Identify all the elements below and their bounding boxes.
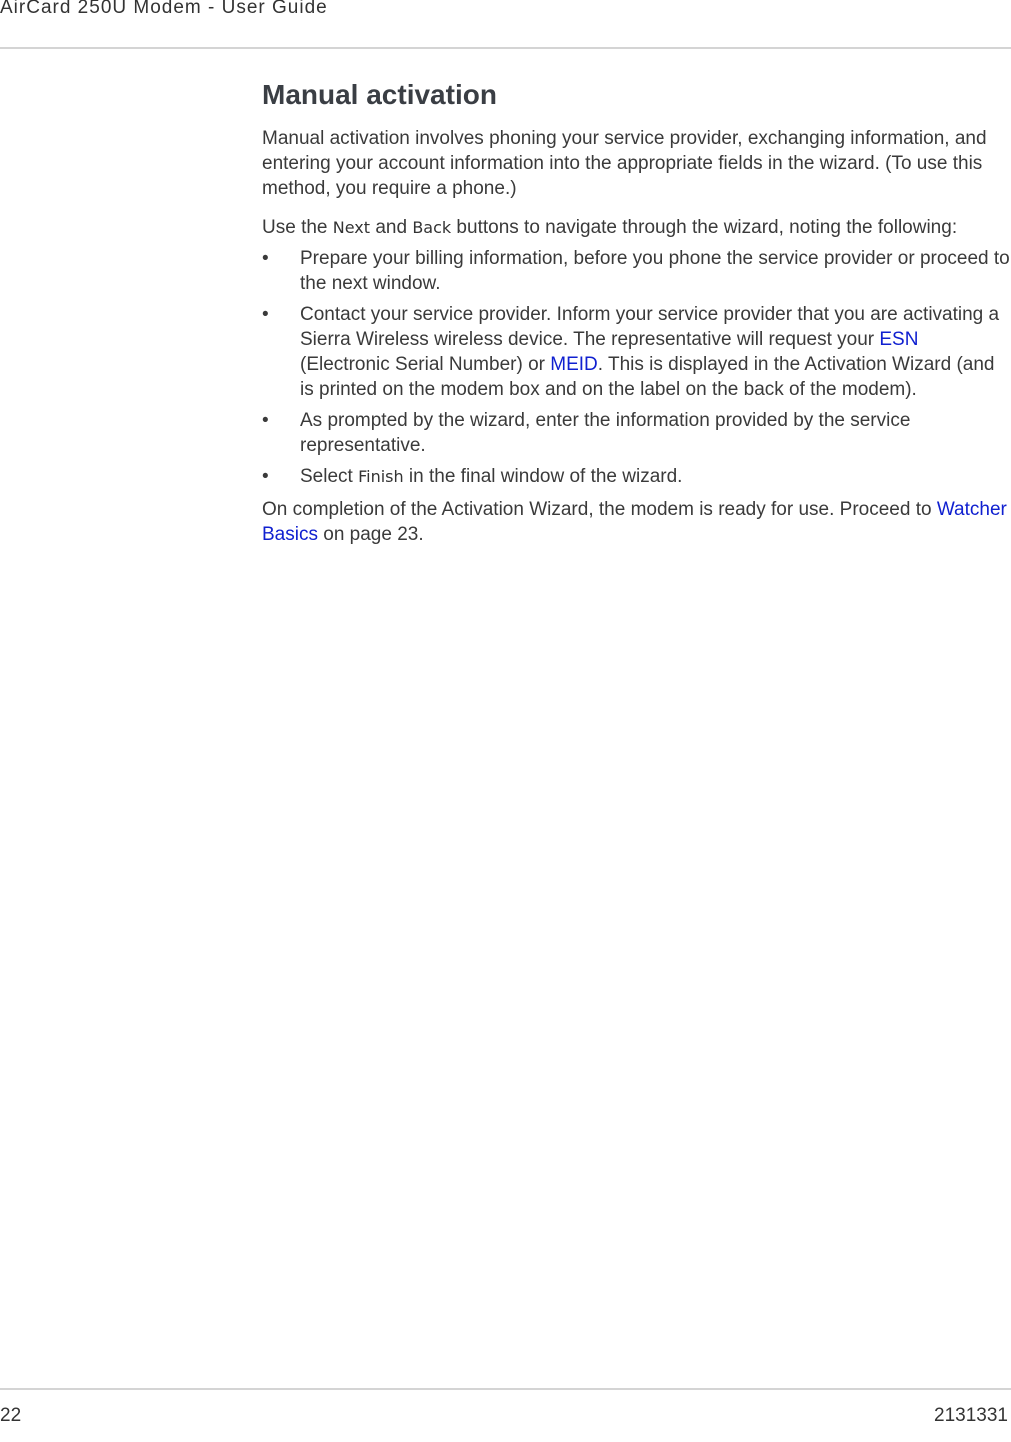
closing-text-before: On completion of the Activation Wizard, the modem is ready for use. Proceed to [262,499,937,520]
list-item-text-after: . This is displayed in the Activation Wizard (and is printed on the modem box and on the label on the back of the modem). [300,354,995,400]
page-content [262,78,1010,547]
nav-and: and [370,217,413,238]
next-button-label: Next [332,218,371,237]
bullet-icon: • [262,410,269,431]
list-item [262,464,1010,489]
list-item-text: Prepare your billing information, before you phone the service provider or proceed to the next window. [300,248,1010,294]
bullet-icon: • [262,304,269,325]
nav-suffix: buttons to navigate through the wizard, noting the following: [451,217,958,238]
esn-link[interactable]: ESN [879,329,919,350]
list-item [262,408,1010,458]
section-heading: Manual activation [262,79,497,110]
closing-text-after: on page 23. [317,524,424,545]
footer-divider [0,1388,1011,1390]
back-button-label: Back [412,218,452,237]
bullet-icon: • [262,248,269,269]
list-item [262,246,1010,296]
list-item-text-before: Select [300,466,359,487]
intro-paragraph: Manual activation involves phoning your service provider, exchanging information, and entering your account information into the appropriate fields in the wizard. (To use this method, you require a phone.) [262,128,987,199]
running-header: AirCard 250U Modem - User Guide [0,0,328,18]
closing-paragraph [262,497,1010,547]
meid-link[interactable]: MEID [550,354,598,375]
list-item-text-middle: (Electronic Serial Number) or [300,354,551,375]
list-item-text: As prompted by the wizard, enter the information provided by the service representative. [300,410,911,456]
watcher-basics-link[interactable]: Watcher Basics [262,499,1007,545]
list-item-text-before: Contact your service provider. Inform your service provider that you are activating a Sierra Wireless wireless device. The representative will request your [300,304,1000,350]
list-item-text-after: in the final window of the wizard. [403,466,683,487]
instruction-list [262,246,1010,489]
list-item [262,302,1010,402]
nav-prefix: Use the [262,217,333,238]
bullet-icon: • [262,466,269,487]
navigation-paragraph [262,215,1010,240]
document-number: 2131331 [934,1405,1008,1426]
page-number: 22 [0,1405,22,1426]
finish-button-label: Finish [358,467,404,486]
header-divider [0,47,1011,49]
